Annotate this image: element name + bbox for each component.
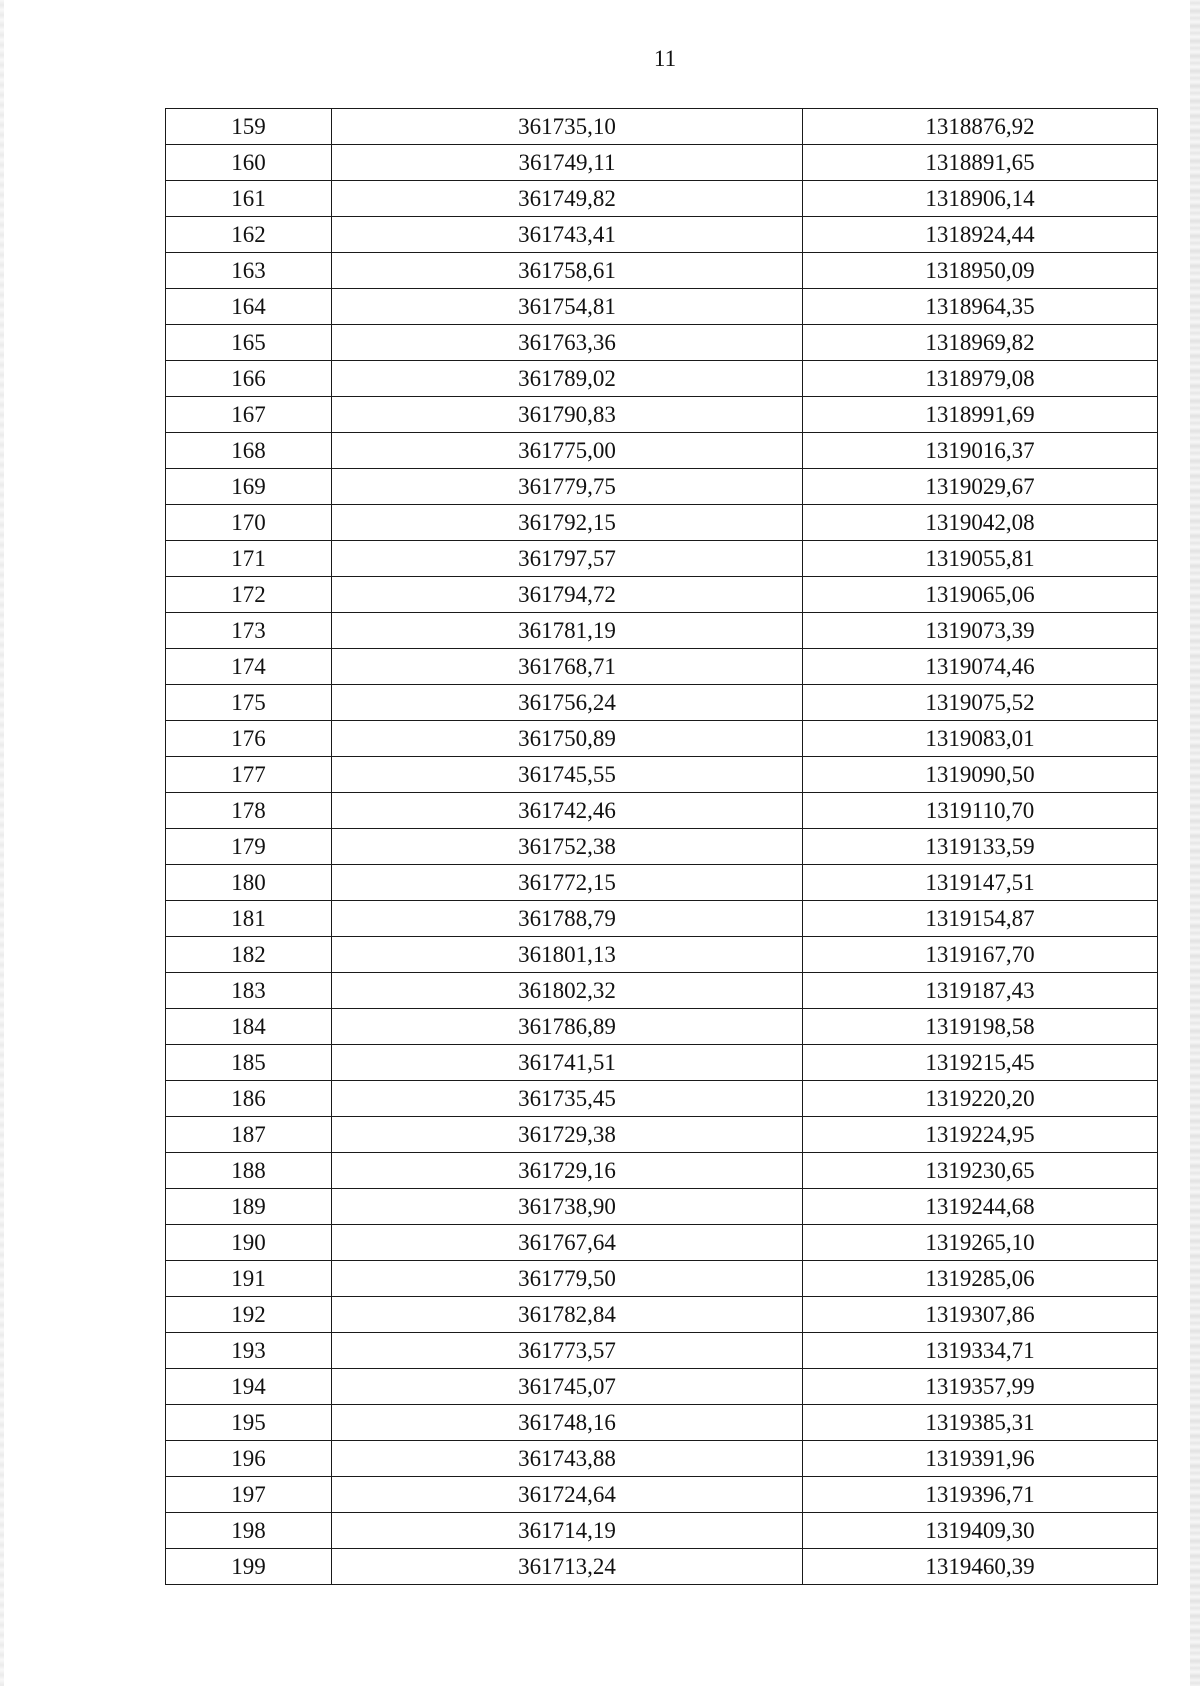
page-number: 11 xyxy=(653,46,677,71)
point-number-cell: 182 xyxy=(166,937,332,973)
y-coordinate-cell: 1319244,68 xyxy=(803,1189,1158,1225)
table-row xyxy=(166,901,1158,937)
x-coordinate-cell: 361743,88 xyxy=(332,1441,803,1477)
y-coordinate-cell: 1318876,92 xyxy=(803,109,1158,145)
x-coordinate-cell: 361729,38 xyxy=(332,1117,803,1153)
point-number-cell: 195 xyxy=(166,1405,332,1441)
point-number-cell: 167 xyxy=(166,397,332,433)
table-row xyxy=(166,1549,1158,1585)
point-number-cell: 159 xyxy=(166,109,332,145)
x-coordinate-cell: 361713,24 xyxy=(332,1549,803,1585)
x-coordinate-cell: 361735,10 xyxy=(332,109,803,145)
table-row xyxy=(166,1477,1158,1513)
x-coordinate-cell: 361738,90 xyxy=(332,1189,803,1225)
x-coordinate-cell: 361729,16 xyxy=(332,1153,803,1189)
point-number-cell: 192 xyxy=(166,1297,332,1333)
point-number-cell: 183 xyxy=(166,973,332,1009)
x-coordinate-cell: 361749,82 xyxy=(332,181,803,217)
y-coordinate-cell: 1319147,51 xyxy=(803,865,1158,901)
x-coordinate-cell: 361792,15 xyxy=(332,505,803,541)
table-row xyxy=(166,253,1158,289)
table-row xyxy=(166,829,1158,865)
y-coordinate-cell: 1319265,10 xyxy=(803,1225,1158,1261)
y-coordinate-cell: 1319073,39 xyxy=(803,613,1158,649)
x-coordinate-cell: 361788,79 xyxy=(332,901,803,937)
table-row xyxy=(166,1333,1158,1369)
table-row xyxy=(166,433,1158,469)
y-coordinate-cell: 1319133,59 xyxy=(803,829,1158,865)
table-row xyxy=(166,1117,1158,1153)
y-coordinate-cell: 1319285,06 xyxy=(803,1261,1158,1297)
table-row xyxy=(166,937,1158,973)
y-coordinate-cell: 1318969,82 xyxy=(803,325,1158,361)
x-coordinate-cell: 361741,51 xyxy=(332,1045,803,1081)
point-number-cell: 191 xyxy=(166,1261,332,1297)
table-row xyxy=(166,1189,1158,1225)
point-number-cell: 163 xyxy=(166,253,332,289)
point-number-cell: 169 xyxy=(166,469,332,505)
point-number-cell: 181 xyxy=(166,901,332,937)
y-coordinate-cell: 1318891,65 xyxy=(803,145,1158,181)
x-coordinate-cell: 361779,50 xyxy=(332,1261,803,1297)
table-row xyxy=(166,181,1158,217)
point-number-cell: 162 xyxy=(166,217,332,253)
y-coordinate-cell: 1319307,86 xyxy=(803,1297,1158,1333)
x-coordinate-cell: 361802,32 xyxy=(332,973,803,1009)
point-number-cell: 174 xyxy=(166,649,332,685)
table-row xyxy=(166,361,1158,397)
table-row xyxy=(166,505,1158,541)
y-coordinate-cell: 1319187,43 xyxy=(803,973,1158,1009)
point-number-cell: 188 xyxy=(166,1153,332,1189)
y-coordinate-cell: 1319016,37 xyxy=(803,433,1158,469)
point-number-cell: 194 xyxy=(166,1369,332,1405)
table-row xyxy=(166,109,1158,145)
x-coordinate-cell: 361782,84 xyxy=(332,1297,803,1333)
point-number-cell: 180 xyxy=(166,865,332,901)
y-coordinate-cell: 1319074,46 xyxy=(803,649,1158,685)
point-number-cell: 186 xyxy=(166,1081,332,1117)
table-row xyxy=(166,1153,1158,1189)
table-row xyxy=(166,1225,1158,1261)
point-number-cell: 185 xyxy=(166,1045,332,1081)
point-number-cell: 160 xyxy=(166,145,332,181)
point-number-cell: 189 xyxy=(166,1189,332,1225)
y-coordinate-cell: 1319215,45 xyxy=(803,1045,1158,1081)
table-row xyxy=(166,1297,1158,1333)
y-coordinate-cell: 1318979,08 xyxy=(803,361,1158,397)
y-coordinate-cell: 1319385,31 xyxy=(803,1405,1158,1441)
point-number-cell: 199 xyxy=(166,1549,332,1585)
point-number-cell: 176 xyxy=(166,721,332,757)
x-coordinate-cell: 361768,71 xyxy=(332,649,803,685)
point-number-cell: 187 xyxy=(166,1117,332,1153)
y-coordinate-cell: 1319198,58 xyxy=(803,1009,1158,1045)
point-number-cell: 179 xyxy=(166,829,332,865)
x-coordinate-cell: 361742,46 xyxy=(332,793,803,829)
table-row xyxy=(166,1261,1158,1297)
x-coordinate-cell: 361797,57 xyxy=(332,541,803,577)
table-row xyxy=(166,1513,1158,1549)
y-coordinate-cell: 1319154,87 xyxy=(803,901,1158,937)
y-coordinate-cell: 1319230,65 xyxy=(803,1153,1158,1189)
x-coordinate-cell: 361735,45 xyxy=(332,1081,803,1117)
y-coordinate-cell: 1319224,95 xyxy=(803,1117,1158,1153)
point-number-cell: 196 xyxy=(166,1441,332,1477)
y-coordinate-cell: 1319396,71 xyxy=(803,1477,1158,1513)
x-coordinate-cell: 361754,81 xyxy=(332,289,803,325)
point-number-cell: 184 xyxy=(166,1009,332,1045)
x-coordinate-cell: 361749,11 xyxy=(332,145,803,181)
point-number-cell: 175 xyxy=(166,685,332,721)
y-coordinate-cell: 1319083,01 xyxy=(803,721,1158,757)
x-coordinate-cell: 361767,64 xyxy=(332,1225,803,1261)
table-row xyxy=(166,649,1158,685)
table-row xyxy=(166,1081,1158,1117)
x-coordinate-cell: 361752,38 xyxy=(332,829,803,865)
y-coordinate-cell: 1319110,70 xyxy=(803,793,1158,829)
y-coordinate-cell: 1318924,44 xyxy=(803,217,1158,253)
table-row xyxy=(166,397,1158,433)
table-row xyxy=(166,1441,1158,1477)
y-coordinate-cell: 1319409,30 xyxy=(803,1513,1158,1549)
table-row xyxy=(166,541,1158,577)
x-coordinate-cell: 361781,19 xyxy=(332,613,803,649)
point-number-cell: 164 xyxy=(166,289,332,325)
y-coordinate-cell: 1319220,20 xyxy=(803,1081,1158,1117)
x-coordinate-cell: 361794,72 xyxy=(332,577,803,613)
x-coordinate-cell: 361772,15 xyxy=(332,865,803,901)
point-number-cell: 198 xyxy=(166,1513,332,1549)
x-coordinate-cell: 361750,89 xyxy=(332,721,803,757)
table-row xyxy=(166,793,1158,829)
point-number-cell: 193 xyxy=(166,1333,332,1369)
x-coordinate-cell: 361773,57 xyxy=(332,1333,803,1369)
point-number-cell: 173 xyxy=(166,613,332,649)
x-coordinate-cell: 361779,75 xyxy=(332,469,803,505)
table-row xyxy=(166,973,1158,1009)
x-coordinate-cell: 361786,89 xyxy=(332,1009,803,1045)
table-row xyxy=(166,757,1158,793)
table-row xyxy=(166,1009,1158,1045)
y-coordinate-cell: 1319357,99 xyxy=(803,1369,1158,1405)
point-number-cell: 178 xyxy=(166,793,332,829)
point-number-cell: 172 xyxy=(166,577,332,613)
coordinates-table-body xyxy=(166,109,1158,1585)
x-coordinate-cell: 361714,19 xyxy=(332,1513,803,1549)
table-row xyxy=(166,289,1158,325)
x-coordinate-cell: 361789,02 xyxy=(332,361,803,397)
y-coordinate-cell: 1319042,08 xyxy=(803,505,1158,541)
y-coordinate-cell: 1318950,09 xyxy=(803,253,1158,289)
table-row xyxy=(166,721,1158,757)
table-row xyxy=(166,865,1158,901)
table-row xyxy=(166,577,1158,613)
x-coordinate-cell: 361743,41 xyxy=(332,217,803,253)
table-row xyxy=(166,145,1158,181)
y-coordinate-cell: 1318991,69 xyxy=(803,397,1158,433)
coordinates-table xyxy=(165,108,1158,1585)
y-coordinate-cell: 1318964,35 xyxy=(803,289,1158,325)
point-number-cell: 165 xyxy=(166,325,332,361)
point-number-cell: 168 xyxy=(166,433,332,469)
x-coordinate-cell: 361724,64 xyxy=(332,1477,803,1513)
x-coordinate-cell: 361801,13 xyxy=(332,937,803,973)
y-coordinate-cell: 1319075,52 xyxy=(803,685,1158,721)
table-row xyxy=(166,1369,1158,1405)
y-coordinate-cell: 1319090,50 xyxy=(803,757,1158,793)
x-coordinate-cell: 361790,83 xyxy=(332,397,803,433)
table-row xyxy=(166,325,1158,361)
y-coordinate-cell: 1319460,39 xyxy=(803,1549,1158,1585)
x-coordinate-cell: 361775,00 xyxy=(332,433,803,469)
y-coordinate-cell: 1318906,14 xyxy=(803,181,1158,217)
y-coordinate-cell: 1319334,71 xyxy=(803,1333,1158,1369)
point-number-cell: 166 xyxy=(166,361,332,397)
point-number-cell: 171 xyxy=(166,541,332,577)
y-coordinate-cell: 1319055,81 xyxy=(803,541,1158,577)
point-number-cell: 170 xyxy=(166,505,332,541)
table-row xyxy=(166,685,1158,721)
point-number-cell: 177 xyxy=(166,757,332,793)
x-coordinate-cell: 361756,24 xyxy=(332,685,803,721)
point-number-cell: 197 xyxy=(166,1477,332,1513)
table-row xyxy=(166,469,1158,505)
x-coordinate-cell: 361758,61 xyxy=(332,253,803,289)
y-coordinate-cell: 1319029,67 xyxy=(803,469,1158,505)
table-row xyxy=(166,1405,1158,1441)
table-row xyxy=(166,1045,1158,1081)
point-number-cell: 161 xyxy=(166,181,332,217)
table-row xyxy=(166,613,1158,649)
point-number-cell: 190 xyxy=(166,1225,332,1261)
x-coordinate-cell: 361745,07 xyxy=(332,1369,803,1405)
y-coordinate-cell: 1319391,96 xyxy=(803,1441,1158,1477)
scan-edge-left xyxy=(0,0,4,1686)
scan-edge-right xyxy=(1190,0,1200,1686)
table-row xyxy=(166,217,1158,253)
x-coordinate-cell: 361745,55 xyxy=(332,757,803,793)
y-coordinate-cell: 1319167,70 xyxy=(803,937,1158,973)
x-coordinate-cell: 361748,16 xyxy=(332,1405,803,1441)
y-coordinate-cell: 1319065,06 xyxy=(803,577,1158,613)
x-coordinate-cell: 361763,36 xyxy=(332,325,803,361)
